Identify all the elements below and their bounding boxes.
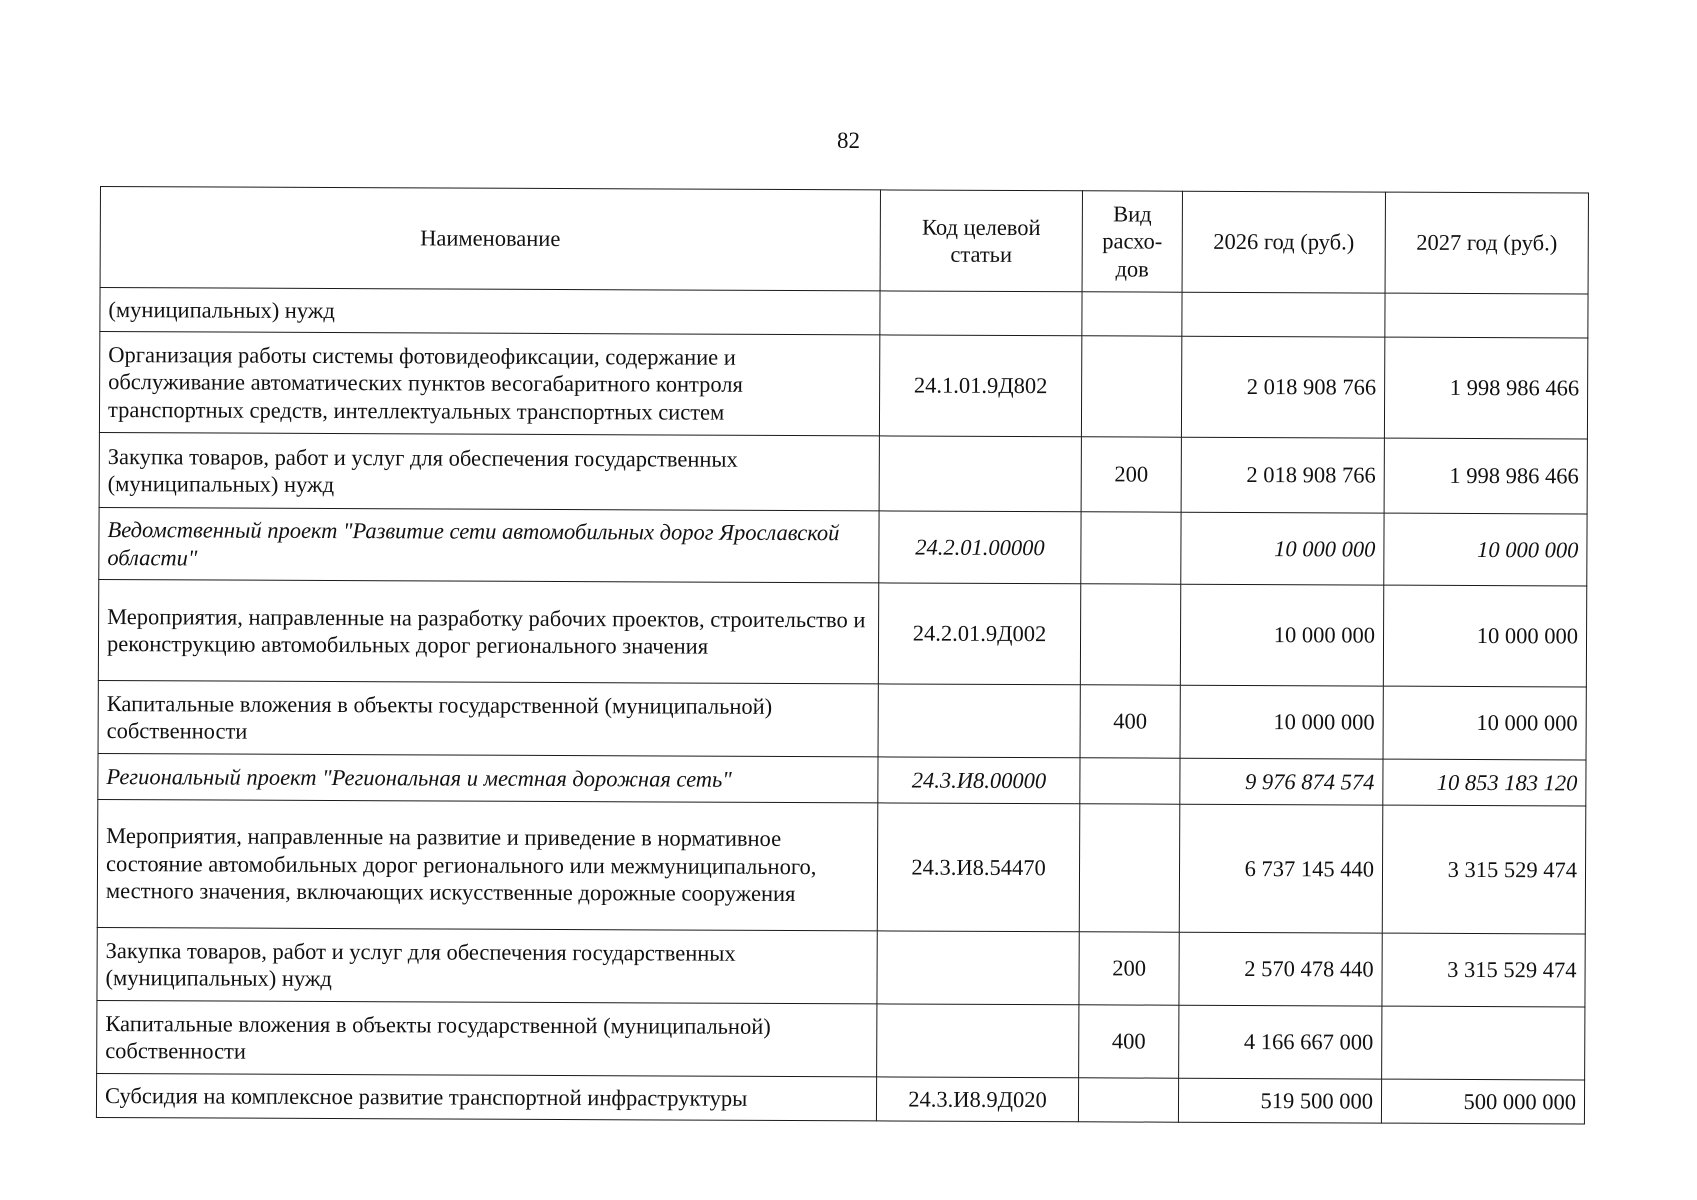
table-row: [97, 927, 1585, 1006]
row-kind: [1080, 584, 1180, 685]
row-2026: 10 000 000: [1181, 512, 1384, 585]
row-kind: [1080, 758, 1180, 804]
row-name: Закупка товаров, работ и услуг для обеспечения государственных (муниципальных) нужд: [97, 927, 877, 1003]
row-name: Мероприятия, направленные на развитие и приведение в нормативное состояние автомобильных дорог регионального или межмуниципального, местного значения, включающих искусственные дорожные сооружения: [97, 799, 878, 930]
row-2026: 4 166 667 000: [1179, 1005, 1382, 1079]
header-2027: 2027 год (руб.): [1385, 192, 1588, 294]
row-name: Мероприятия, направленные на разработку рабочих проектов, строительство и реконструкцию автомобильных дорог регионального значения: [98, 579, 878, 683]
row-kind: [1079, 804, 1180, 932]
row-name: Ведомственный проект "Развитие сети автомобильных дорог Ярославской области": [99, 507, 879, 582]
row-2027: 10 000 000: [1383, 585, 1586, 687]
row-code: 24.3.И8.9Д020: [876, 1077, 1078, 1122]
table-row: [99, 332, 1587, 439]
row-kind: 400: [1079, 1005, 1179, 1078]
row-2026: 9 976 874 574: [1180, 758, 1383, 805]
row-code: [877, 1004, 1079, 1078]
row-2027: [1382, 1006, 1585, 1080]
row-2026: 2 570 478 440: [1179, 932, 1382, 1006]
row-name: Организация работы системы фотовидеофиксации, содержание и обслуживание автоматических пунктов весогабаритного контроля транспортных средств, интеллектуальных транспортных систем: [99, 332, 879, 436]
row-2027: 3 315 529 474: [1382, 933, 1585, 1007]
table-row: [99, 432, 1587, 513]
row-name: Капитальные вложения в объекты государственной (муниципальной) собственности: [98, 680, 878, 756]
row-kind: [1081, 336, 1181, 437]
row-2027: 10 000 000: [1384, 513, 1587, 586]
header-code: Код целевой статьи: [880, 190, 1082, 292]
row-2027: 10 000 000: [1383, 686, 1586, 760]
row-code: 24.3.И8.00000: [878, 757, 1080, 804]
table-row: [99, 507, 1587, 585]
table-row: [100, 288, 1588, 338]
row-name: Капитальные вложения в объекты государственной (муниципальной) собственности: [97, 1000, 877, 1076]
row-kind: 400: [1080, 685, 1180, 758]
row-code: [880, 291, 1082, 336]
row-code: 24.1.01.9Д802: [879, 335, 1081, 437]
row-kind: 200: [1081, 437, 1181, 512]
row-2027: [1385, 293, 1588, 338]
header-name: Наименование: [100, 187, 880, 291]
table-row: [97, 799, 1586, 933]
row-2026: 10 000 000: [1180, 584, 1383, 686]
row-2027: 500 000 000: [1381, 1079, 1584, 1124]
row-2026: 10 000 000: [1180, 685, 1383, 759]
table-header-row: [100, 187, 1588, 294]
row-kind: [1081, 512, 1181, 584]
row-kind: [1082, 292, 1182, 336]
table-row: [98, 579, 1586, 686]
row-2026: 2 018 908 766: [1181, 437, 1384, 513]
page-number: 82: [837, 128, 860, 153]
row-name: Субсидия на комплексное развитие транспортной инфраструктуры: [96, 1073, 876, 1120]
table-row: [98, 680, 1586, 759]
budget-table: [96, 186, 1589, 1124]
row-2027: 10 853 183 120: [1383, 759, 1586, 806]
header-kind: Вид расхо-дов: [1082, 191, 1182, 292]
row-2027: 1 998 986 466: [1384, 438, 1587, 514]
row-code: 24.2.01.00000: [879, 511, 1081, 584]
row-name: (муниципальных) нужд: [100, 288, 880, 335]
row-name: Региональный проект "Региональная и местная дорожная сеть": [98, 753, 878, 802]
row-2026: 6 737 145 440: [1179, 804, 1383, 933]
row-2027: 1 998 986 466: [1384, 337, 1587, 439]
table-row: [96, 1073, 1584, 1123]
row-2026: [1182, 292, 1385, 337]
row-2026: 2 018 908 766: [1181, 336, 1384, 438]
row-kind: [1078, 1078, 1178, 1122]
table-row: [98, 753, 1586, 805]
header-2026: 2026 год (руб.): [1182, 191, 1385, 293]
row-kind: 200: [1079, 932, 1179, 1005]
row-code: [879, 436, 1081, 512]
row-2026: 519 500 000: [1178, 1078, 1381, 1123]
row-code: 24.2.01.9Д002: [878, 583, 1080, 685]
table-row: [97, 1000, 1585, 1079]
row-2027: 3 315 529 474: [1382, 805, 1586, 934]
row-code: 24.3.И8.54470: [877, 803, 1080, 932]
row-code: [877, 931, 1079, 1005]
row-code: [878, 684, 1080, 758]
row-name: Закупка товаров, работ и услуг для обеспечения государственных (муниципальных) нужд: [99, 432, 879, 510]
